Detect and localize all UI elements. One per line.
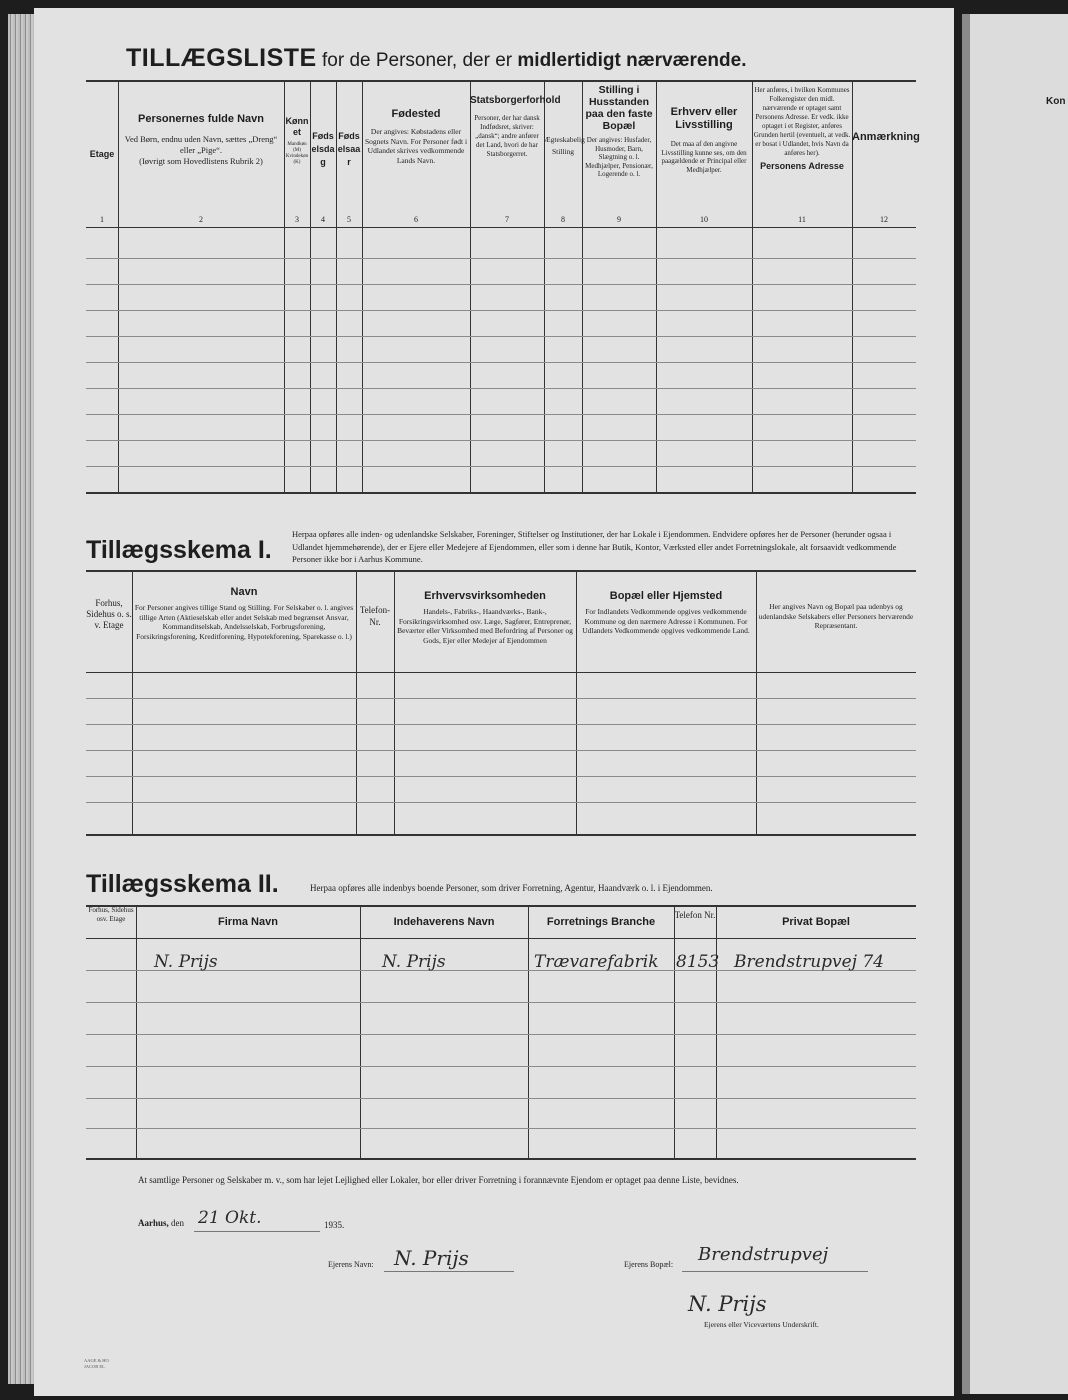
col-anmaerkning: Anmærkning: [852, 131, 920, 143]
owner-name-label: Ejerens Navn:: [328, 1260, 374, 1269]
s1-row-rule-4: [86, 802, 916, 803]
s1-col-erhverv: Erhvervsvirksomheden Handels-, Fabriks-, Haandværks-, Bank-, Forsikringsvirksomhed osv. Læge, Sagfører, Entreprenør, Beværter eller Virksomhed med Befordring af Personer og Gods, Ejer eller Medejer af Ejendommen: [397, 590, 573, 645]
s1-row-rule-1: [86, 724, 916, 725]
entry-branche: Trævarefabrik: [534, 952, 659, 972]
entry-bopael: Brendstrupvej 74: [734, 952, 884, 972]
s2-col-divider-0: [136, 905, 137, 1158]
col-statsborger: Statsborgerforhold Personer, der har dansk Indfødsret, skriver: „dansk“; andre anfører det Land, hvori de har Statsborgerret.: [470, 95, 561, 158]
s1-col-etage: Forhus, Sidehus o. s. v. Etage: [86, 598, 132, 630]
s2-col-firma: Firma Navn: [218, 916, 278, 928]
facing-page-text: Kon: [1046, 96, 1066, 107]
s2-row-rule-2: [86, 1034, 916, 1035]
list-row-rule-1: [86, 284, 916, 285]
list-row-rule-6: [86, 414, 916, 415]
col-number-10: 10: [700, 215, 708, 224]
table-top-rule: [86, 80, 916, 82]
s1-col-telefon: Telefon-Nr.: [359, 605, 391, 627]
list-row-rule-3: [86, 336, 916, 337]
entry-firma: N. Prijs: [154, 952, 218, 972]
facing-page: [962, 14, 1068, 1394]
col-koennet: Kønnet Mandkøn (M) Kvindekøn (K): [285, 116, 309, 165]
s2-col-bopael: Privat Bopæl: [782, 916, 850, 928]
col-number-6: 6: [414, 215, 418, 224]
col-foedselsdag: Fødselsdag: [311, 131, 335, 167]
list-row-rule-0: [86, 258, 916, 259]
footer-year: 1935.: [324, 1220, 345, 1230]
skema2-description: Herpaa opføres alle indenbys boende Personer, som driver Forretning, Agentur, Haandværk o. l. i Ejendommen.: [310, 883, 713, 893]
list-row-rule-8: [86, 466, 916, 467]
page-title: TILLÆGSLISTE for de Personer, der er midlertidigt nærværende.: [126, 44, 747, 72]
col-number-7: 7: [505, 215, 509, 224]
s2-col-divider-1: [360, 905, 361, 1158]
s1-col-repraesentant: Her angives Navn og Bopæl paa udenbys og udenlandske Selskabers eller Personers herværende Repræsentant.: [758, 602, 914, 630]
col-etage: Etage: [89, 149, 115, 159]
col-number-4: 4: [321, 215, 325, 224]
s2-col-divider-3: [674, 905, 675, 1158]
s2-col-telefon: Telefon Nr.: [674, 910, 716, 920]
owner-bopael-label: Ejerens Bopæl:: [624, 1260, 674, 1269]
col-adresse: Her anføres, i hvilken Kommunes Folkeregister den midl. nærværende er optaget samt Personens Adresse. Er vedk. ikke optaget i et Register, anføres Grunden hertil (eventuelt, at vedk. er bosat i Udlandet, hvis Navn da anføres her). Personens Adresse: [753, 86, 851, 171]
skema2-title: Tillægsskema II.: [86, 870, 279, 898]
s1-row-rule-2: [86, 750, 916, 751]
s2-row-rule-4: [86, 1098, 916, 1099]
entry-telefon: 8153: [676, 952, 720, 972]
s2-col-etage: Forhus, Sidehus osv. Etage: [88, 906, 134, 923]
s2-col-indehaver: Indehaverens Navn: [393, 916, 495, 928]
owner-bopael: Brendstrupvej: [698, 1244, 829, 1265]
col-name: Personernes fulde Navn Ved Børn, endnu uden Navn, sættes „Dreng“ eller „Pige“. (Iøvrigt som Hovedlistens Rubrik 2): [124, 113, 278, 166]
s2-row-rule-1: [86, 1002, 916, 1003]
footer-date: 21 Okt.: [198, 1208, 262, 1228]
s2-row-rule-3: [86, 1066, 916, 1067]
s1-row-rule-3: [86, 776, 916, 777]
s2-row-rule-5: [86, 1128, 916, 1129]
owner-name: N. Prijs: [394, 1246, 469, 1270]
list-row-rule-2: [86, 310, 916, 311]
book-edge: [8, 14, 34, 1384]
table-bottom-rule: [86, 492, 916, 494]
list-row-rule-7: [86, 440, 916, 441]
col-aegteskab: Ægteskabelig Stilling: [544, 135, 585, 156]
col-number-1: 1: [100, 215, 104, 224]
col-foedested: Fødested Der angives: Købstadens eller Sognets Navn. For Personer født i Udlandet skrives vedkommende Lands Navn.: [364, 108, 468, 165]
col-number-5: 5: [347, 215, 351, 224]
col-number-12: 12: [880, 215, 888, 224]
s2-col-divider-4: [716, 905, 717, 1158]
col-number-3: 3: [295, 215, 299, 224]
form-page: [34, 8, 954, 1396]
s1-col-navn: Navn For Personer angives tillige Stand og Stilling. For Selskaber o. l. angives tillige Arten (Aktieselskab eller andet Selskab med begrænset Ansvar, Kommanditselskab, Andelsselskab, Forbrugsforening, Forsikringsforening, Kreditforening, Hypotekforening, Sparekasse o. l.): [134, 586, 354, 641]
col-number-8: 8: [561, 215, 565, 224]
s2-col-branche: Forretnings Branche: [546, 916, 656, 928]
list-row-rule-4: [86, 362, 916, 363]
col-number-9: 9: [617, 215, 621, 224]
printer-stamp: AAGE & HO JACOB EL: [84, 1358, 109, 1369]
s2-col-divider-2: [528, 905, 529, 1158]
entry-indehaver: N. Prijs: [382, 952, 446, 972]
col-number-11: 11: [798, 215, 806, 224]
signature: N. Prijs: [688, 1292, 767, 1316]
s1-col-bopael: Bopæl eller Hjemsted For Indlandets Vedkommende opgives vedkommende Kommune og den nærmere Adresse i Kommunen. For Udlandets Vedkommende opgives vedkommende Land.: [582, 590, 750, 635]
skema1-description: Herpaa opføres alle inden- og udenlandske Selskaber, Foreninger, Stiftelser og Institutioner, der har Lokale i Ejendommen. Endvidere opføres her de Personer (herunder ogsaa i Udlandet hjemmehørende), der er Ejere eller Medejere af Ejendommen, eller som i denne har Butik, Kontor, Værksted eller andet Forretningslokale, alt forsaavidt vedkommende Personer ikke bor i Aarhus Kommune.: [292, 529, 897, 564]
col-foedselsaar: Fødselsaar: [337, 131, 361, 167]
col-erhverv: Erhverv eller Livsstilling Det maa af den angivne Livsstilling kunne ses, om den paagældende er Principal eller Medhjælper.: [661, 106, 747, 174]
footer-statement: At samtlige Personer og Selskaber m. v., som har lejet Lejlighed eller Lokaler, bor eller driver Forretning i forannævnte Ejendom er optaget paa denne Liste, bevidnes.: [138, 1175, 739, 1185]
signature-label: Ejerens eller Viceværtens Underskrift.: [704, 1320, 819, 1329]
footer-place: Aarhus, den: [138, 1218, 185, 1228]
col-stilling: Stilling i Husstanden paa den faste Bopæl Der angives: Husfader, Husmoder, Barn, Slægtning o. l. Medhjælper, Pensionær, Logerende o. l.: [585, 84, 653, 178]
s1-row-rule-0: [86, 698, 916, 699]
list-row-rule-5: [86, 388, 916, 389]
skema1-title: Tillægsskema I.: [86, 536, 272, 564]
col-number-2: 2: [199, 215, 203, 224]
